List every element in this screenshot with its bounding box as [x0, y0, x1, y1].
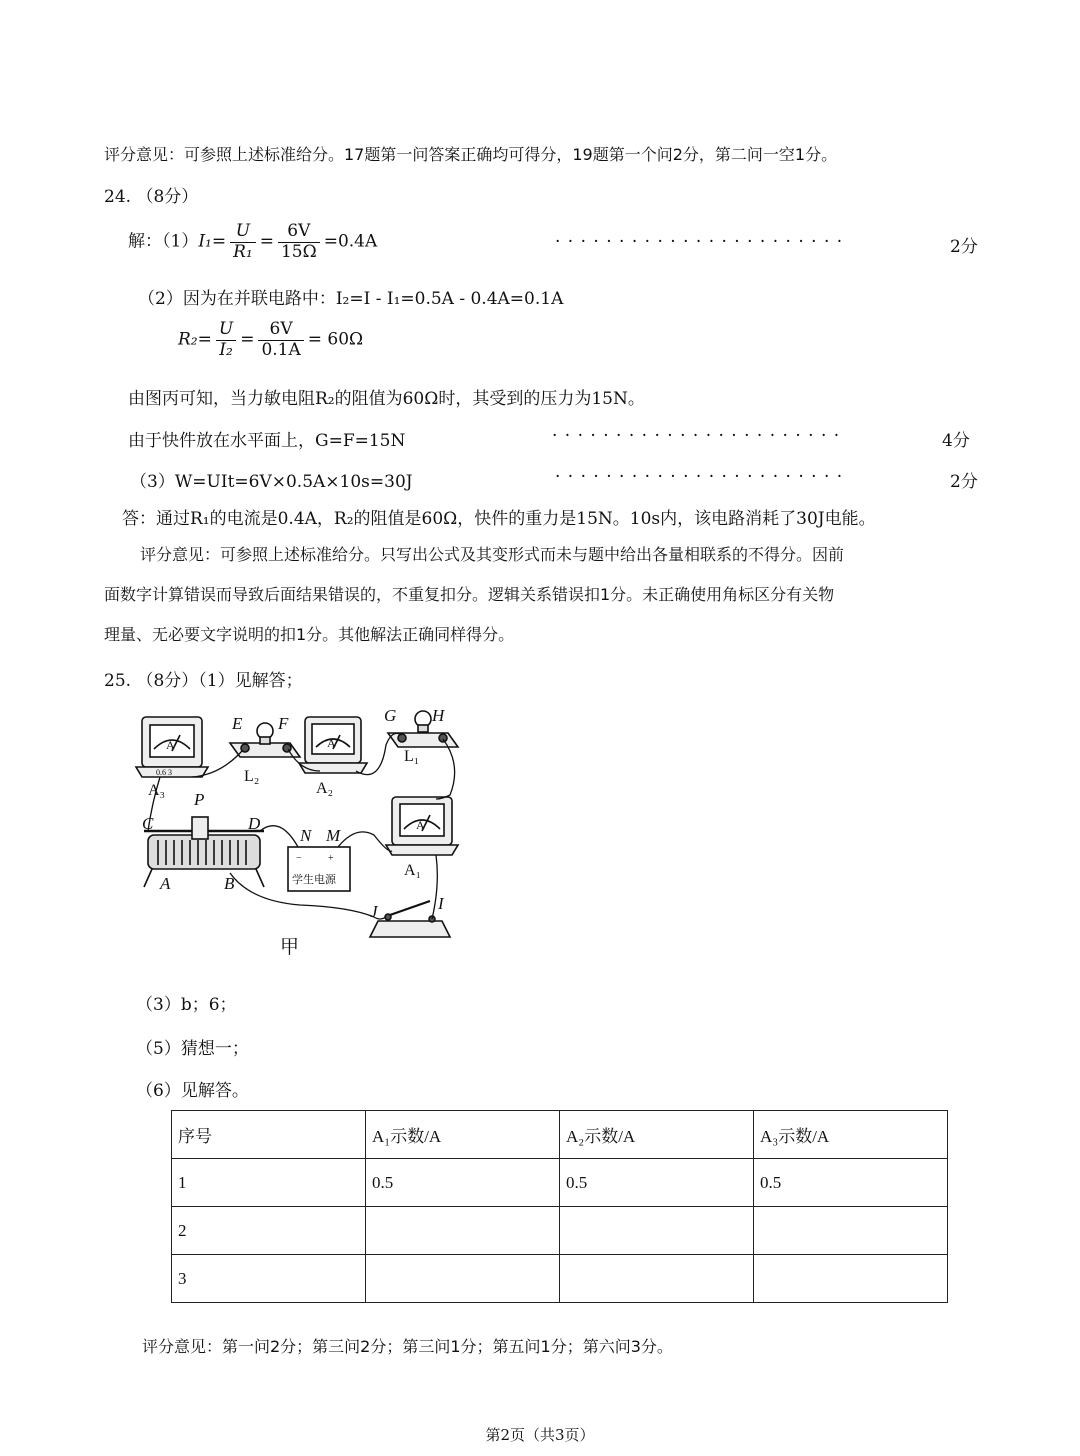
svg-text:+: +: [328, 853, 334, 864]
table-header-row: [172, 1111, 948, 1159]
q24-remark-line3: 理量、无必要文字说明的扣1分。其他解法正确同样得分。: [104, 625, 515, 644]
table-row: [172, 1255, 948, 1303]
svg-text:A: A: [166, 738, 175, 752]
table-cell: 1: [172, 1159, 366, 1207]
table-cell: [754, 1255, 948, 1303]
table-header: A₂示数/A: [560, 1111, 754, 1159]
table-row: [172, 1207, 948, 1255]
ammeter-a2: [299, 717, 367, 773]
svg-text:D: D: [248, 814, 261, 833]
table-cell: [754, 1207, 948, 1255]
svg-text:A: A: [160, 874, 171, 893]
svg-text:E: E: [232, 714, 243, 733]
svg-text:甲: 甲: [280, 937, 300, 958]
table-cell: 0.5: [754, 1159, 948, 1207]
table-header: A₁示数/A: [366, 1111, 560, 1159]
table-header: 序号: [172, 1111, 366, 1159]
q25-remark: 评分意见：第一问2分；第三问2分；第三问1分；第五问1分；第六问3分。: [142, 1337, 673, 1356]
table-cell: [560, 1255, 754, 1303]
q25-answer5: （5）猜想一；: [136, 1039, 249, 1059]
svg-text:L₁: L₁: [404, 748, 420, 765]
q24-step2-line: （2）因为在并联电路中：I₂=I - I₁=0.5A - 0.4A=0.1A: [138, 289, 564, 309]
table-cell: 3: [172, 1255, 366, 1303]
svg-text:H: H: [432, 706, 445, 725]
q24-remark-line2: 面数字计算错误而导致后面结果错误的，不重复扣分。逻辑关系错误扣1分。未正确使用角标区分有关物: [104, 585, 835, 604]
q25-answer6: （6）见解答。: [136, 1081, 249, 1101]
svg-text:I: I: [438, 894, 444, 913]
svg-text:学生电源: 学生电源: [292, 874, 336, 886]
ammeter-a1: [386, 797, 458, 855]
table-cell: 0.5: [560, 1159, 754, 1207]
q24-step1: 解：（1）I₁= $\frac{U}{\text{R₁}}$ = $\frac{6V}{15\Omega}$ =0.4A: [128, 221, 378, 262]
svg-text:A: A: [416, 818, 425, 832]
leader-dots: · · · · · · · · · · · · · · · · · · · · · · ·: [552, 426, 841, 446]
svg-text:−: −: [296, 853, 302, 864]
table-cell: 2: [172, 1207, 366, 1255]
svg-text:N: N: [300, 826, 312, 845]
table-header: A₃示数/A: [754, 1111, 948, 1159]
table-cell: [366, 1207, 560, 1255]
svg-text:F: F: [278, 714, 289, 733]
table-cell: 0.5: [366, 1159, 560, 1207]
ammeter-a3: [136, 717, 208, 777]
q24-answer: 答：通过R₁的电流是0.4A，R₂的阻值是60Ω，快件的重力是15N。10s内，该电路消耗了30J电能。: [122, 509, 876, 529]
score-step3: 2分: [950, 472, 978, 492]
power-supply: [288, 847, 350, 891]
table-cell: [366, 1255, 560, 1303]
q24-graph-note: 由图丙可知，当力敏电阻R₂的阻值为60Ω时，其受到的压力为15N。: [128, 389, 645, 409]
q24-title: 24. （8分）: [104, 187, 199, 207]
svg-text:M: M: [326, 826, 341, 845]
svg-text:J: J: [370, 902, 378, 921]
svg-text:P: P: [194, 790, 205, 809]
svg-text:A₂: A₂: [316, 780, 334, 797]
q24-step3: （3）W=UIt=6V×0.5A×10s=30J: [130, 472, 413, 492]
score-step1: 2分: [950, 237, 978, 257]
q24-step2-fraction: R₂= $\frac{U}{\text{I₂}}$ = $\frac{6V}{0.1A}$ = 60Ω: [178, 319, 364, 360]
page-footer: 第2页（共3页）: [485, 1426, 595, 1444]
q24-remark-line1: 评分意见：可参照上述标准给分。只写出公式及其变形式而未与题中给出各量相联系的不得分。因前: [140, 545, 845, 564]
svg-text:A₃: A₃: [148, 782, 166, 799]
table-cell: [560, 1207, 754, 1255]
svg-text:L₂: L₂: [244, 768, 260, 785]
lamp-l1: [388, 711, 458, 747]
q25-title: 25. （8分）（1）见解答；: [104, 671, 303, 691]
svg-text:C: C: [142, 814, 154, 833]
svg-text:A₁: A₁: [404, 862, 422, 879]
table-row: [172, 1159, 948, 1207]
score-step2: 4分: [942, 431, 970, 451]
q25-answer3: （3）b；6；: [136, 995, 237, 1015]
q24-weight: 由于快件放在水平面上，G=F=15N: [128, 431, 406, 451]
header-remark: 评分意见：可参照上述标准给分。17题第一问答案正确均可得分，19题第一个问2分，第二问一空1分。: [104, 145, 838, 164]
leader-dots: · · · · · · · · · · · · · · · · · · · · · · ·: [555, 467, 844, 487]
svg-text:0.6 3: 0.6 3: [156, 768, 172, 777]
leader-dots: · · · · · · · · · · · · · · · · · · · · · · ·: [555, 232, 844, 252]
svg-text:A: A: [327, 736, 336, 750]
circuit-figure: [130, 705, 470, 960]
svg-text:G: G: [384, 706, 397, 725]
svg-text:B: B: [224, 874, 235, 893]
results-table: [171, 1110, 948, 1303]
